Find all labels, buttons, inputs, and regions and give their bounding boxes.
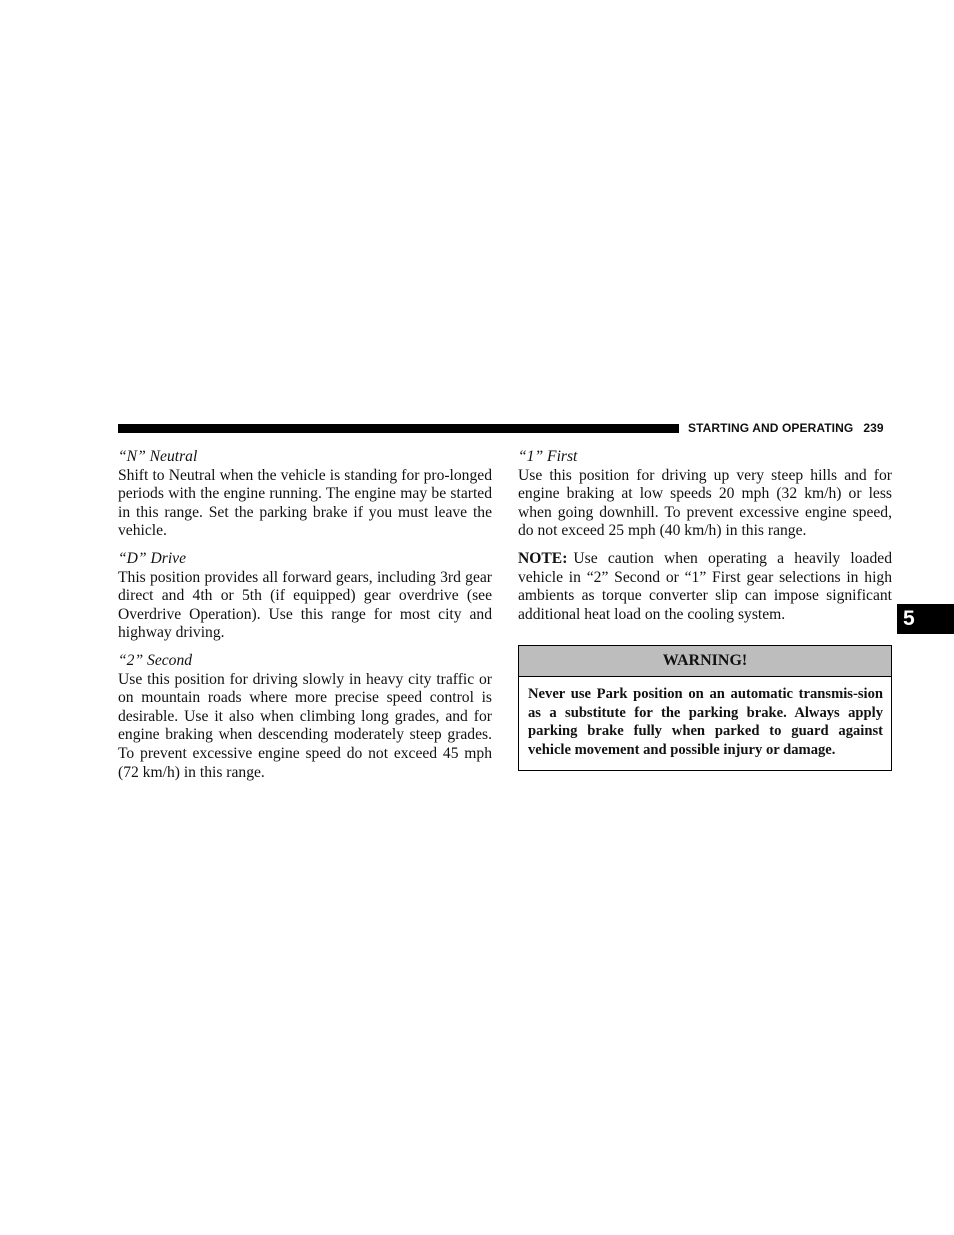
right-column: [518, 448, 892, 633]
warning-title: WARNING!: [519, 646, 891, 677]
note-body: Use caution when operating a heavily loaded vehicle in “2” Second or “1” First gear selections in high ambients as torque converter slip can impose significant additional heat load on the cooling system.: [518, 549, 892, 623]
second-body: Use this position for driving slowly in heavy city traffic or on mountain roads where more precise speed control is desirable. Use it also when climbing long grades, and for engine braking when descending moderately steep grades. To prevent excessive engine speed do not exceed 45 mph (72 km/h) in this range.: [118, 670, 492, 781]
page-number: 239: [863, 421, 884, 435]
drive-body: This position provides all forward gears, including 3rd gear direct and 4th or 5th (if equipped) gear overdrive (see Overdrive Operation). Use this range for most city and highway driving.: [118, 568, 492, 642]
note-label: NOTE:: [518, 549, 568, 567]
drive-heading: “D” Drive: [118, 549, 187, 567]
running-header: [688, 420, 892, 436]
warning-body: Never use Park position on an automatic transmis-sion as a substitute for the parking brake. Always apply parking brake fully when parked to guard against vehicle movement and possible injury or damage.: [528, 686, 883, 759]
first-heading: “1” First: [518, 448, 578, 465]
chapter-tab: 5: [897, 604, 954, 634]
second-heading: “2” Second: [118, 651, 193, 669]
note-paragraph: [518, 550, 892, 624]
first-body: Use this position for driving up very steep hills and for engine braking at low speeds 20 mph (32 km/h) or less when going downhill. To prevent excessive engine speed, do not exceed 25 mph (40 km/h) in this range.: [518, 466, 892, 540]
neutral-heading: “N” Neutral: [118, 448, 198, 465]
section-title: STARTING AND OPERATING: [688, 421, 854, 435]
neutral-body: Shift to Neutral when the vehicle is standing for pro-longed periods with the engine running. The engine may be started in this range. Set the parking brake if you must leave the vehicle.: [118, 466, 492, 540]
warning-box: [518, 645, 892, 771]
left-column: [118, 448, 492, 791]
header-rule: [118, 424, 679, 433]
